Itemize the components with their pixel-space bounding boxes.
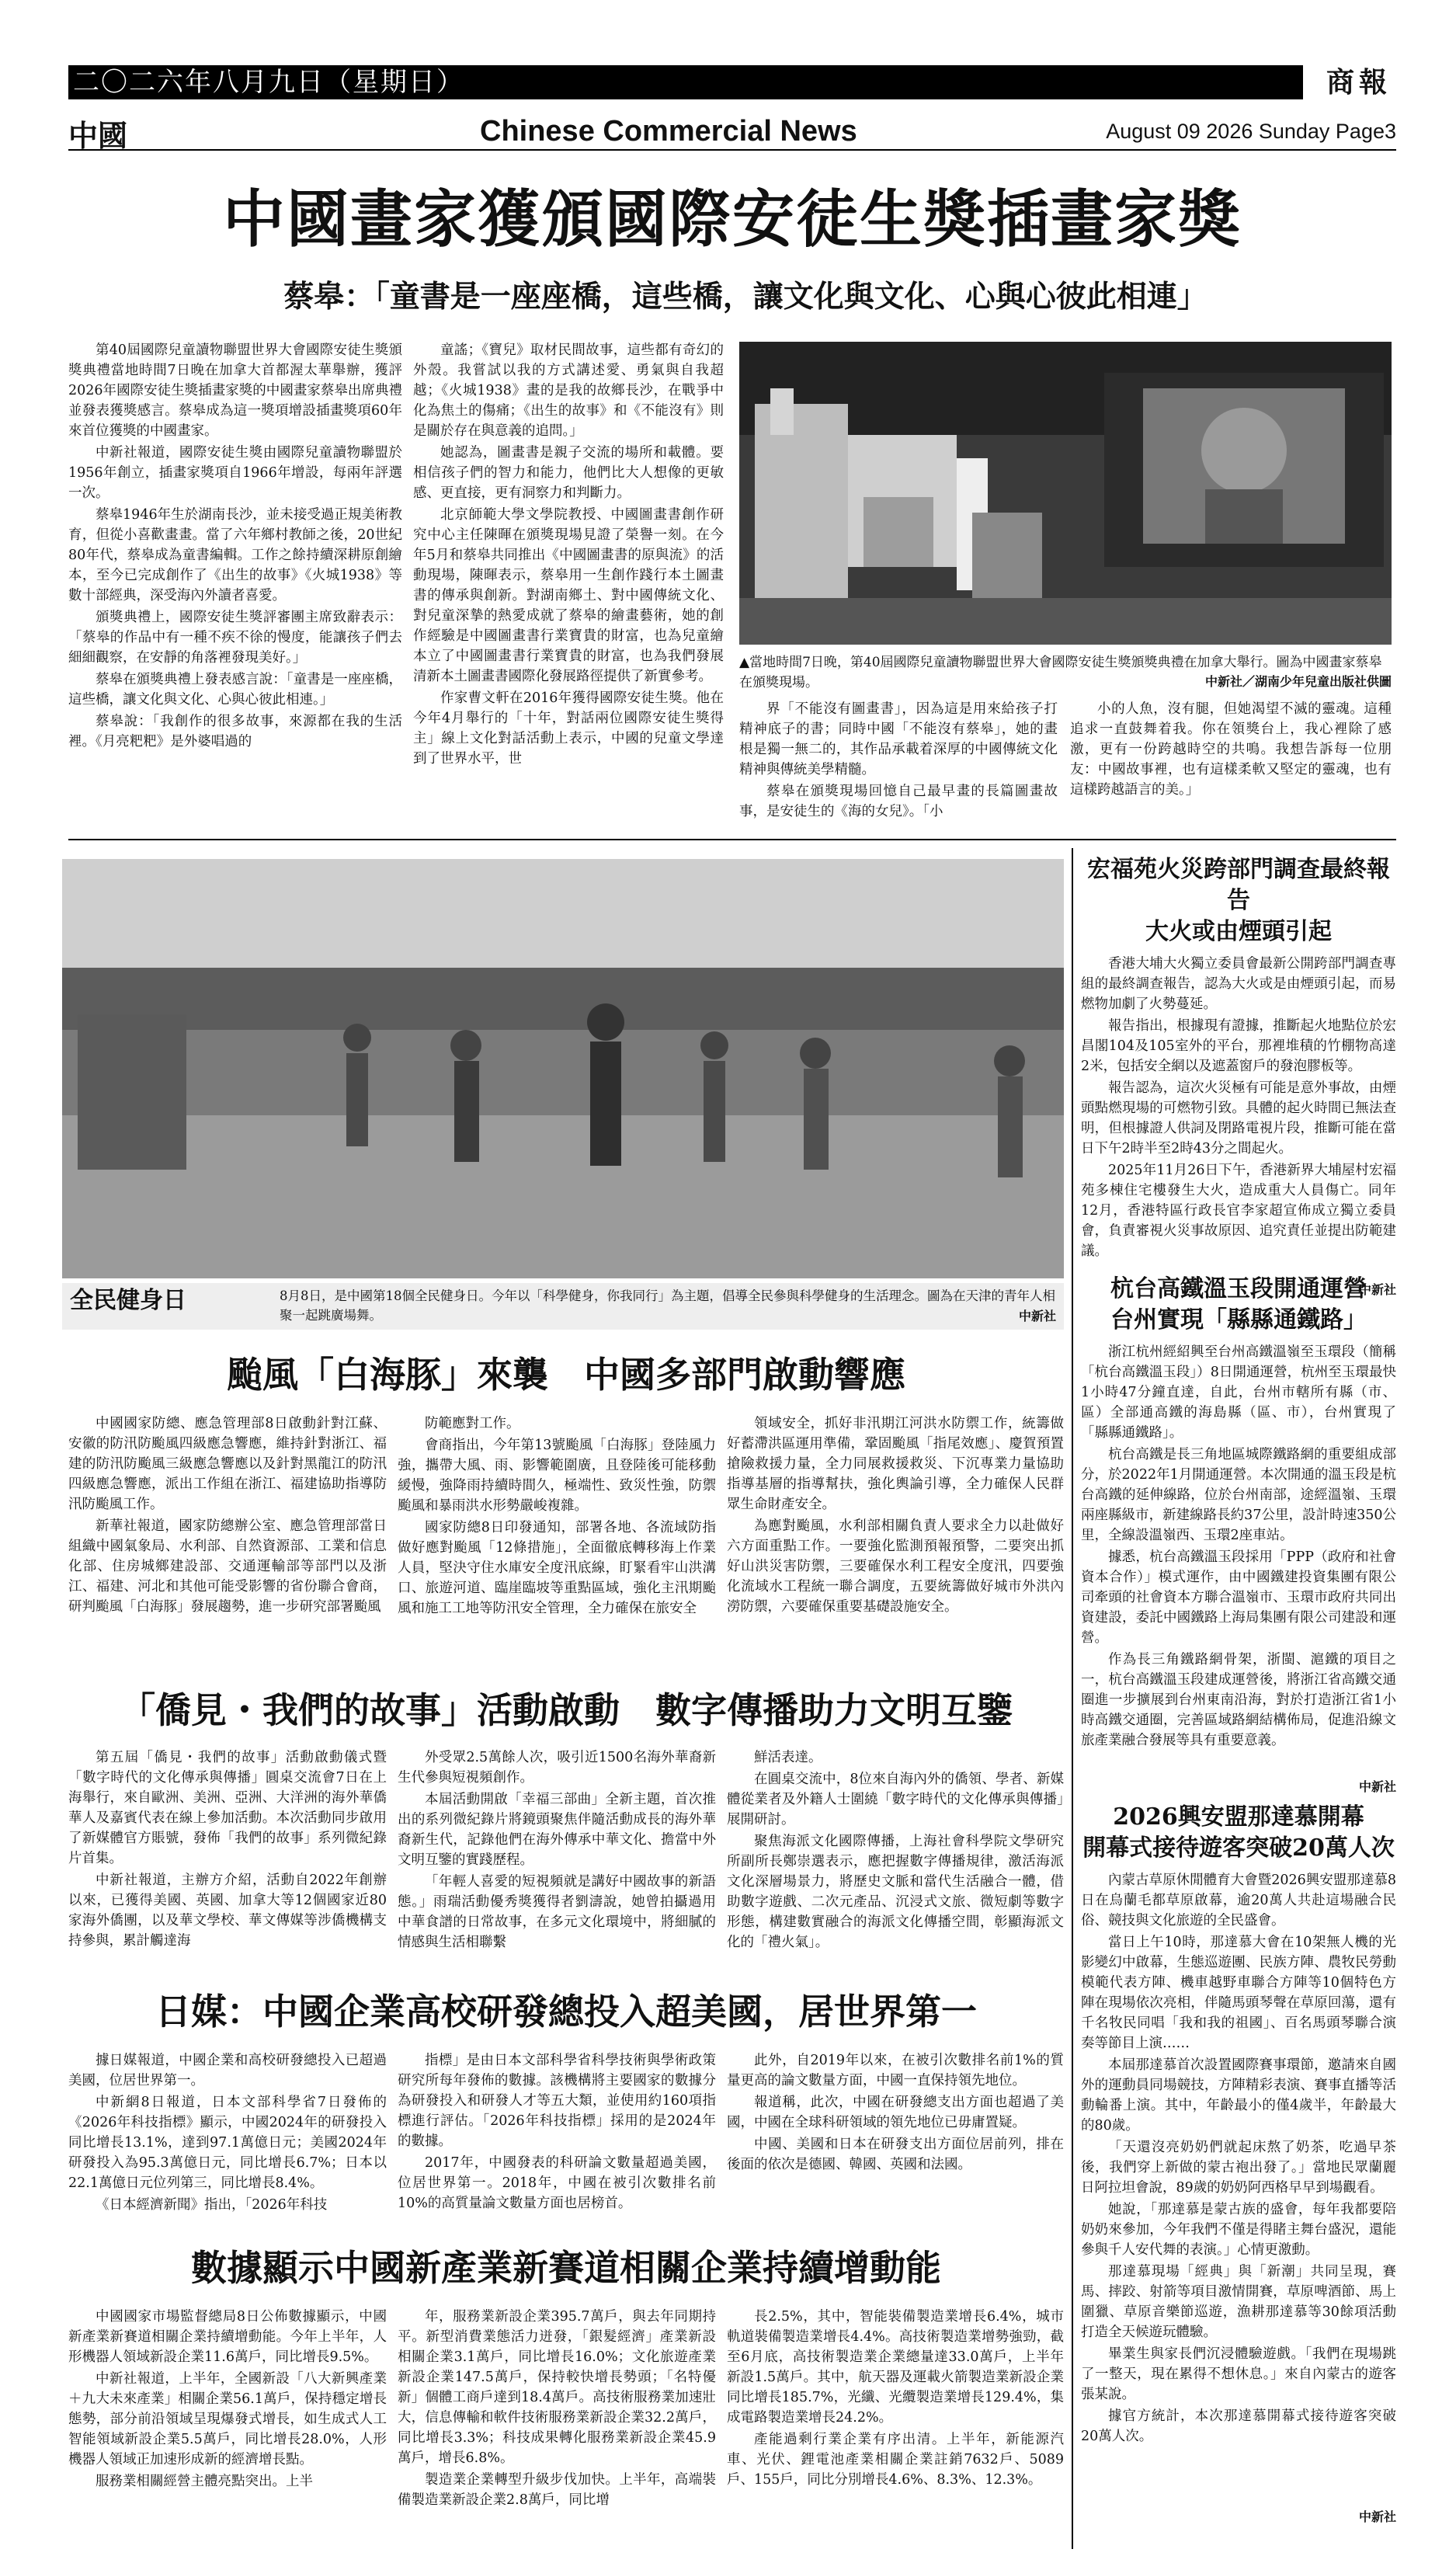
lead-column-3 — [739, 699, 1058, 823]
naadam-title: 2026興安盟那達慕開幕 開幕式接待遊客突破20萬人次 — [1082, 1803, 1395, 1862]
paper-brand: 商報 — [1326, 66, 1392, 99]
lead-caption-text: ▲當地時間7日晚，第40屆國際兒童讀物聯盟世界大會國際安徒生獎頒獎典禮在加拿大舉行。圖為中國畫家蔡皋在頒獎現場。 — [739, 655, 1382, 690]
paragraph: 製造業企業轉型升級步伐加快。上半年，高端裝備製造業新設企業2.8萬戶，同比增 — [398, 2472, 716, 2508]
overseas-headline: 「僑見・我們的故事」活動啟動 數字傳播助力文明互鑒 — [120, 1689, 1013, 1731]
paragraph: 頒獎典禮上，國際安徒生獎評審團主席致辭表示：「蔡皋的作品中有一種不疾不徐的慢度，能讓孩子們去細細觀察，在安靜的角落裡發現美好。」 — [68, 610, 402, 666]
paragraph: 那達慕現場「經典」與「新潮」共同呈現，賽馬、摔跤、射箭等項目激情開賽，草原啤酒節、馬上圍獵、草原音樂節巡遊，漁耕那達慕等30餘項活動打造全天候遊玩體驗。 — [1081, 2264, 1396, 2340]
rnd-column-2 — [398, 2050, 716, 2226]
lead-subhead: 蔡皋：「童書是一座座橋，這些橋，讓文化與文化、心與心彼此相連」 — [283, 279, 1208, 315]
lead-column-1 — [68, 340, 402, 822]
naadam-credit: 中新社 — [1358, 2511, 1396, 2524]
paragraph: 童謠；《寶兒》取材民間故事，這些都有奇幻的外殼。我嘗試以我的方式講述愛、勇氣與自我超越；《火城1938》畫的是我的故鄉長沙，在戰爭中化為焦土的傷痛；《出生的故事》和《不能沒有》則是關於存在與意義的追問。」 — [413, 343, 724, 439]
lead-column-4 — [1070, 699, 1392, 823]
paragraph: 界「不能沒有圖畫書」，因為這是用來給孩子打精神底子的書；同時中國「不能沒有蔡皋」，她的畫根是獨一無二的，其作品承載着深厚的中國傳統文化精神與傳統美學精髓。 — [739, 701, 1058, 777]
typhoon-column-2 — [398, 1414, 716, 1662]
fitness-caption — [62, 1283, 1064, 1330]
paragraph: 中國國家防總、應急管理部8日啟動針對江蘇、安徽的防汛防颱風四級應急響應，維持針對浙江、福建的防汛防颱風三級應急響應以及針對黑龍江的防汛四級應急響應，派出工作組在浙江、福建協助指導防汛防颱風工作。 — [68, 1416, 387, 1512]
newindustry-headline: 數據顯示中國新產業新賽道相關企業持續增動能 — [191, 2247, 941, 2289]
brand-box — [1303, 65, 1396, 99]
sidebar-naadam — [1081, 1802, 1396, 2525]
hangzhou-title: 杭台高鐵溫玉段開通運營 台州實現「縣縣通鐵路」 — [1110, 1275, 1367, 1334]
typhoon-headline: 颱風「白海豚」來襲 中國多部門啟動響應 — [227, 1354, 905, 1396]
ceremony-photo — [739, 342, 1392, 645]
paragraph: 第五屆「僑見・我們的故事」活動啟動儀式暨「數字時代的文化傳承與傳播」圓桌交流會7日在上海舉行，來自歐洲、美洲、亞洲、大洋洲的海外華僑華人及嘉賓代表在線上參加活動。本次活動同步啟用了新媒體官方賬號，發佈「我們的故事」系列微紀錄片首集。 — [68, 1750, 387, 1866]
paragraph: 新華社報道，國家防總辦公室、應急管理部當日組織中國氣象局、水利部、自然資源部、工業和信息化部、住房城鄉建設部、交通運輸部等部門以及浙江、福建、河北和其他可能受影響的省份聯合會商，研判颱風「白海豚」發展趨勢，進一步研究部署颱風 — [68, 1518, 387, 1615]
paragraph: 年，服務業新設企業395.7萬戶，與去年同期持平。新型消費業態活力迸發，「銀髮經濟」產業新設相關企業3.1萬戶，同比增長16.0%；文化旅遊產業新設企業147.5萬戶，保持較快增長勢頭；「名特優新」個體工商戶達到18.4萬戶。高技術服務業加速壯大，信息傳輸和軟件技術服務業新設企業32.2萬戶，同比增長3.3%；科技成果轉化服務業新設企業45.9萬戶，增長6.8%。 — [398, 2309, 716, 2466]
paragraph: 中國國家市場監督總局8日公佈數據顯示，中國新產業新賽道相關企業持續增動能。今年上半年，人形機器人領域新設企業11.6萬戶，同比增長9.5%。 — [68, 2309, 387, 2365]
lead-photo — [739, 342, 1392, 645]
fitness-caption-text: 8月8日，是中國第18個全民健身日。今年以「科學健身，你我同行」為主題，倡導全民參與科學健身的生活理念。圖為在天津的青年人相聚一起跳廣場舞。 — [280, 1288, 1055, 1323]
dance-photo — [62, 859, 1064, 1278]
fire-body — [1081, 954, 1396, 1280]
hangzhou-credit: 中新社 — [1358, 1781, 1396, 1794]
paragraph: 據日媒報道，中國企業和高校研發總投入已超過美國，位居世界第一。 — [68, 2053, 387, 2088]
paragraph: 作家曹文軒在2016年獲得國際安徒生獎。他在今年4月舉行的「十年，對話兩位國際安徒生獎得主」線上文化對話活動上表示，中國的兒童文學達到了世界水平，世 — [413, 690, 724, 767]
typhoon-column-3 — [727, 1414, 1064, 1662]
fire-title: 宏福苑火災跨部門調查最終報告 大火或由煙頭引起 — [1087, 856, 1390, 945]
issue-date: 二〇二六年八月九日（星期日） — [73, 67, 464, 98]
typhoon-column-1 — [68, 1414, 387, 1662]
rnd-headline: 日媒：中國企業高校研發總投入超美國，居世界第一 — [155, 1991, 977, 2033]
overseas-column-2 — [398, 1748, 716, 1970]
paragraph: 國家防總8日印發通知，部署各地、各流域防指做好應對颱風「12條措施」，全面徹底轉移海上作業人員，堅決守住水庫安全度汛底線，盯緊看牢山洪溝口、旅遊河道、臨崖臨坡等重點區域，強化主汛期颱風和施工工地等防汛安全管理，全力確保在旅安全 — [398, 1520, 716, 1616]
fitness-credit: 中新社 — [1018, 1310, 1056, 1323]
page-date-en: August 09 2026 Sunday Page3 — [1106, 120, 1396, 143]
paragraph: 「天還沒亮奶奶們就起床熬了奶茶，吃過早茶後，我們穿上新做的蒙古袍出發了。」當地民眾蘭麗日阿拉坦會說，89歲的奶奶阿西格早早到場觀看。 — [1081, 2140, 1396, 2196]
paragraph: 指標」是由日本文部科學省科學技術與學術政策研究所每年發佈的數據。該機構將主要國家的數據分為研發投入和研發人才等五大類，並使用約160項指標進行評估。「2026年科技指標」採用的是2024年的數據。 — [398, 2053, 716, 2149]
paragraph: 鮮活表達。 — [754, 1750, 822, 1765]
paragraph: 據悉，杭台高鐵溫玉段採用「PPP（政府和社會資本合作）」模式運作，由中國鐵建投資集團有限公司牽頭的社會資本方聯合溫嶺市、玉環市政府共同出資建設，委託中國鐵路上海局集團有限公司建設和運營。 — [1081, 1549, 1396, 1646]
paragraph: 北京師範大學文學院教授、中國圖畫書創作研究中心主任陳暉在頒獎現場見證了榮譽一刻。在今年5月和蔡皋共同推出《中國圖畫書的原與流》的活動現場，陳暉表示，蔡皋用一生創作踐行本土圖畫書的傳承與創新。對湖南鄉土、對中國傳統文化、對兒童深摯的熱愛成就了蔡皋的繪畫藝術，她的創作經驗是中國圖畫書行業寶貴的財富，也為兒童繪本立了中國圖畫書行業寶貴的財富，也為我們發展清新本土圖畫書國際化發展路徑提供了新實參考。 — [413, 507, 724, 684]
paragraph: 報道稱，此次，中國在研發總支出方面也超過了美國，中國在全球科研領域的領先地位已毋庸置疑。 — [727, 2095, 1064, 2130]
paragraph: 當日上午10時，那達慕大會在10架無人機的光影變幻中啟幕，生態巡遊團、民族方陣、農牧民勞動模範代表方陣、機車越野車聯合方陣等10個特色方陣在現場依次亮相，伴隨馬頭琴聲在草原回蕩，還有千名牧民同唱「我和我的祖國」、百名馬頭琴聯合演奏等節目上演…… — [1081, 1935, 1396, 2051]
masthead — [68, 107, 1396, 151]
paragraph: 本屆活動開啟「幸福三部曲」全新主題，首次推出的系列微紀錄片將鏡頭聚焦伴隨活動成長的海外華裔新生代，記錄他們在海外傳承中華文化、擔當中外文明互鑒的實踐歷程。 — [398, 1792, 716, 1868]
section-label: 中國 — [68, 118, 128, 153]
overseas-column-1 — [68, 1748, 387, 1970]
paragraph: 第40屆國際兒童讀物聯盟世界大會國際安徒生獎頒獎典禮當地時間7日晚在加拿大首都渥太華舉辦，獲評2026年國際安徒生獎插畫家獎的中國畫家蔡皋出席典禮並發表獲獎感言。蔡皋成為這一獎項增設插畫獎項60年來首位獲獎的中國畫家。 — [68, 343, 402, 439]
paragraph: 「年輕人喜愛的短視頻就是講好中國故事的新語態。」雨瑞活動優秀獎獲得者劉濤說，她曾拍攝過用中華食譜的日常故事，在多元文化環境中，將細膩的情感與生活相聯繫 — [398, 1874, 716, 1950]
paragraph: 中新網8日報道，日本文部科學省7日發佈的《2026年科技指標》顯示，中國2024年的研發投入同比增長13.1%，達到97.1萬億日元；美國2024年研發投入為95.3萬億日元，同比增長6.7%；日本以22.1萬億日元位列第三，同比增長8.4%。 — [68, 2095, 387, 2191]
paragraph: 她認為，圖畫書是親子交流的場所和載體。要相信孩子們的智力和能力，他們比大人想像的更敏感、更直接，更有洞察力和判斷力。 — [413, 445, 724, 501]
fire-credit: 中新社 — [1358, 1284, 1396, 1297]
paragraph: 中新社報道，上半年，全國新設「八大新興產業＋九大未來產業」相關企業56.1萬戶，保持穩定增長態勢，部分前沿領域呈現爆發式增長，如生成式人工智能領域新設企業5.5萬戶，同比增長28.0%，人形機器人領域正加速形成新的經濟增長點。 — [68, 2371, 387, 2467]
hangzhou-body — [1081, 1342, 1396, 1777]
paragraph: 香港大埔大火獨立委員會最新公開跨部門調查專組的最終調查報告，認為大火或是由煙頭引起，而易燃物加劇了火勢蔓延。 — [1081, 956, 1396, 1012]
paragraph: 聚焦海派文化國際傳播，上海社會科學院文學研究所副所長鄭崇選表示，應把握數字傳播規律，激活海派文化深層場景力，將歷史文脈和當代生活融合一體，借助數字遊戲、二次元產品、沉浸式文旅、微短劇等數字形態，構建數實融合的海派文化傳播空間，彰顯海派文化的「禮火氣」。 — [727, 1834, 1064, 1950]
paragraph: 內蒙古草原休閒體育大會暨2026興安盟那達慕8日在烏蘭毛都草原啟幕，逾20萬人共赴這場融合民俗、競技與文化旅遊的全民盛會。 — [1081, 1873, 1396, 1928]
lead-caption-credit: 中新社／湖南少年兒童出版社供圖 — [1204, 676, 1392, 689]
paragraph: 據官方統計，本次那達慕開幕式接待遊客突破20萬人次。 — [1081, 2408, 1396, 2444]
divider — [68, 839, 1396, 840]
paragraph: 本屆那達慕首次設置國際賽事環節，邀請來自國外的運動員同場競技，方陣精彩表演、賽事直播等活動輪番上演。其中，年齡最小的僅4歲半，年齡最大的80歲。 — [1081, 2057, 1396, 2134]
paragraph: 杭台高鐵是長三角地區城際鐵路網的重要組成部分，於2022年1月開通運營。本次開通的溫玉段是杭台高鐵的延伸線路，位於台州南部，途經溫嶺、玉環兩座縣級市，新建線路長約37公里，設計時速350公里，全線設溫嶺西、玉環2座車站。 — [1081, 1447, 1396, 1543]
paragraph: 小的人魚，沒有腿，但她渴望不滅的靈魂。這種追求一直鼓舞着我。你在領獎台上，我心裡除了感激，更有一份跨越時空的共鳴。我想告訴每一位朋友：中國故事裡，也有這樣柔軟又堅定的靈魂，也有這樣跨越語言的美。」 — [1070, 701, 1392, 798]
paragraph: 報告指出，根據現有證據，推斷起火地點位於宏昌閣104及105室外的平台，那裡堆積的竹棚物高達2米，包括安全網以及遮蓋窗戶的發泡膠板等。 — [1081, 1018, 1396, 1074]
paragraph: 此外，自2019年以來，在被引次數排名前1%的質量更高的論文數量方面，中國一直保持領先地位。 — [727, 2053, 1064, 2088]
naadam-body — [1081, 1870, 1396, 2507]
paragraph: 畢業生與家長們沉浸體驗遊戲。「我們在現場跳了一整天，現在累得不想休息。」來自內蒙古的遊客張某說。 — [1081, 2346, 1396, 2402]
lead-caption — [739, 652, 1392, 693]
paragraph: 蔡皋說：「我創作的很多故事，來源都在我的生活裡。《月亮粑粑》是外婆唱過的 — [68, 714, 402, 749]
paragraph: 為應對颱風，水利部相關負責人要求全力以赴做好六方面重點工作。一要強化監測預報預警，二要突出抓好山洪災害防禦，三要確保水利工程安全度汛，四要強化流域水工程統一聯合調度，五要統籌做好城市外洪內澇防禦，六要確保重要基礎設施安全。 — [727, 1518, 1064, 1615]
sidebar-divider — [1072, 848, 1073, 2549]
paragraph: 她說，「那達慕是蒙古族的盛會，每年我都要陪奶奶來參加，今年我們不僅是得睹主舞台盛況，還能參與千人安代舞的表演。」心情更激動。 — [1081, 2202, 1396, 2258]
fitness-label: 全民健身日 — [70, 1287, 186, 1314]
paragraph: 外受眾2.5萬餘人次，吸引近1500名海外華裔新生代參與短視頻創作。 — [398, 1750, 716, 1786]
overseas-column-3 — [727, 1748, 1064, 1970]
newindustry-column-1 — [68, 2307, 387, 2540]
paragraph: 蔡皋在頒獎現場回憶自己最早畫的長篇圖畫故事，是安徒生的《海的女兒》。「小 — [739, 784, 1058, 819]
newindustry-column-2 — [398, 2307, 716, 2540]
rnd-column-3 — [727, 2050, 1064, 2226]
lead-headline: 中國畫家獲頒國際安徒生獎插畫家獎 — [223, 183, 1242, 256]
paragraph: 會商指出，今年第13號颱風「白海豚」登陸風力強，攜帶大風、雨、影響範圍廣，且登陸後可能移動緩慢，強降雨持續時間久，極端性、致災性強，防禦颱風和暴雨洪水形勢嚴峻複雜。 — [398, 1438, 716, 1514]
newindustry-column-3 — [727, 2307, 1064, 2540]
sidebar-hangzhou — [1081, 1274, 1396, 1795]
date-bar — [68, 65, 1396, 99]
paragraph: 2025年11月26日下午，香港新界大埔屋村宏福苑多棟住宅樓發生大火，造成重大人員傷亡。同年12月，香港特區行政長官李家超宣佈成立獨立委員會，負責審視火災事故原因、追究責任並提出防範建議。 — [1081, 1163, 1396, 1259]
paragraph: 防範應對工作。 — [425, 1416, 520, 1431]
paper-name: Chinese Commercial News — [480, 115, 857, 148]
paragraph: 中新社報道，國際安徒生獎由國際兒童讀物聯盟於1956年創立，插畫家獎項自1966年增設，每兩年評選一次。 — [68, 445, 402, 501]
paragraph: 領域安全，抓好非汛期江河洪水防禦工作，統籌做好蓄滯洪區運用準備，鞏固颱風「指尾效應」、慶賀預置搶險救援力量，全力同展救援救災、下沉專業力量協助指導基層的指導幫扶，強化輿論引導，全力確保人民群眾生命財產安全。 — [727, 1416, 1064, 1512]
paragraph: 產能過剩行業企業有序出清。上半年，新能源汽車、光伏、鋰電池產業相關企業註銷7632戶、5089戶、155戶，同比分別增長4.6%、8.3%、12.3%。 — [727, 2432, 1064, 2488]
paragraph: 2017年，中國發表的科研論文數量超過美國，位居世界第一。2018年，中國在被引次數排名前10%的高質量論文數量方面也居榜首。 — [398, 2155, 716, 2211]
paragraph: 浙江杭州經紹興至台州高鐵溫嶺至玉環段（簡稱「杭台高鐵溫玉段」）8日開通運營，杭州至玉環最快1小時47分鐘直達，自此，台州市轄所有縣（市、區）全部通高鐵的海島縣（區、市），台州實現了「縣縣通鐵路」。 — [1081, 1344, 1396, 1441]
paragraph: 在圓桌交流中，8位來自海內外的僑領、學者、新媒體從業者及外籍人士圍繞「數字時代的文化傳承與傳播」展開研討。 — [727, 1772, 1064, 1827]
paragraph: 服務業相關經營主體亮點突出。上半 — [96, 2474, 313, 2489]
paragraph: 蔡皋在頒獎典禮上發表感言說：「童書是一座座橋，這些橋，讓文化與文化、心與心彼此相連。」 — [68, 672, 402, 708]
fitness-photo — [62, 859, 1064, 1278]
paragraph: 中新社報道，主辦方介紹，活動自2022年創辦以來，已獲得美國、英國、加拿大等12個國家近80家海外僑團，以及華文學校、華文傳媒等涉僑機構支持參與，累計觸達海 — [68, 1873, 387, 1949]
paragraph: 《日本經濟新聞》指出，「2026年科技 — [96, 2197, 328, 2213]
paragraph: 長2.5%，其中，智能裝備製造業增長6.4%，城市軌道裝備製造業增長4.4%。高技術製造業增勢強勁，截至6月底，高技術製造業企業總量達33.0萬戶，上半年新設1.5萬戶。其中，航天器及運載火箭製造業新設企業同比增長185.7%，光纖、光纜製造業增長129.4%，集成電路製造業增長24.2%。 — [727, 2309, 1064, 2426]
lead-column-2 — [413, 340, 724, 822]
paragraph: 作為長三角鐵路網骨架，浙閩、滬鐵的項目之一，杭台高鐵溫玉段建成運營後，將浙江省高鐵交通圈進一步擴展到台州東南沿海，對於打造浙江省1小時高鐵交通圈，完善區域路網結構佈局，促進沿線文旅產業融合發展等具有重要意義。 — [1081, 1652, 1396, 1748]
paragraph: 中國、美國和日本在研發支出方面位居前列，排在後面的依次是德國、韓國、英國和法國。 — [727, 2137, 1064, 2172]
rnd-column-1 — [68, 2050, 387, 2226]
paragraph: 報告認為，這次火災極有可能是意外事故，由煙頭點燃現場的可燃物引致。具體的起火時間已無法查明，但根據證人供詞及閉路電視片段，推斷可能在當日下午2時半至2時43分之間起火。 — [1081, 1080, 1396, 1156]
sidebar-fire — [1081, 854, 1396, 1298]
paragraph: 蔡皋1946年生於湖南長沙，並未接受過正規美術教育，但從小喜歡畫畫。當了六年鄉村教師之後，20世紀80年代，蔡皋成為童書編輯。工作之餘持續深耕原創繪本，至今已完成創作了《出生的故事》《火城1938》等數十部經典，深受海內外讀者喜愛。 — [68, 507, 402, 603]
